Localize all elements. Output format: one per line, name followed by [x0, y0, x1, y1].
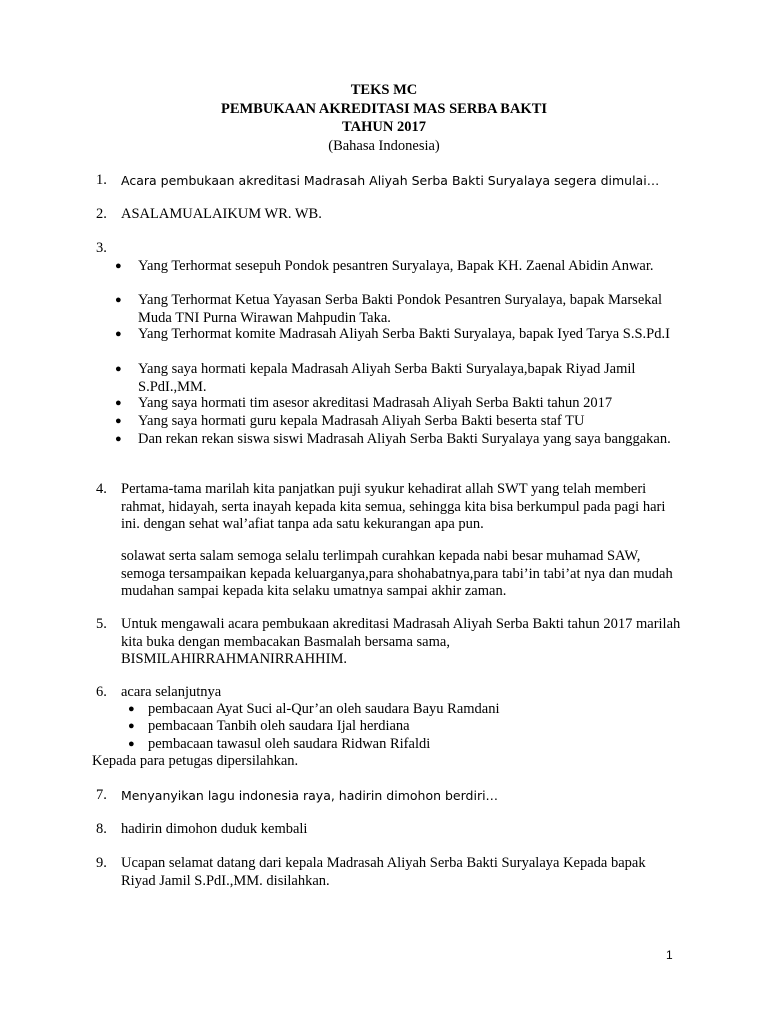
item-text: Menyanyikan lagu indonesia raya, hadirin dimohon berdiri… [121, 788, 499, 803]
header-year: TAHUN 2017 [342, 119, 426, 135]
item-text: ASALAMUALAIKUM WR. WB. [121, 206, 322, 222]
bullet-icon: ● [115, 328, 122, 340]
bullet-text: pembacaan tawasul oleh saudara Ridwan Rifaldi [148, 736, 431, 752]
item-number: 1. [96, 172, 107, 188]
bullet-text: pembacaan Ayat Suci al-Qur’an oleh saudara Bayu Ramdani [148, 701, 500, 717]
bullet-text: Dan rekan rekan siswa siswi Madrasah Aliyah Serba Bakti Suryalaya yang saya banggakan. [138, 431, 671, 447]
bullet-text: Yang saya hormati kepala Madrasah Aliyah Serba Bakti Suryalaya,bapak Riyad Jamil S.PdI.,MM. [138, 361, 636, 395]
document-header [0, 81, 768, 155]
bullet-text: Yang Terhormat sesepuh Pondok pesantren Suryalaya, Bapak KH. Zaenal Abidin Anwar. [138, 258, 654, 274]
basmalah-text: BISMILAHIRRAHMANIRRAHHIM. [121, 651, 347, 667]
item-text: hadirin dimohon duduk kembali [121, 821, 308, 837]
bullet-text: Yang Terhormat komite Madrasah Aliyah Serba Bakti Suryalaya, bapak Iyed Tarya S.S.Pd.I [138, 326, 670, 342]
item-text: Acara pembukaan akreditasi Madrasah Aliyah Serba Bakti Suryalaya segera dimulai… [121, 173, 660, 188]
page-number: 1 [666, 948, 673, 962]
bullet-icon: ● [115, 294, 122, 306]
header-subtitle: PEMBUKAAN AKREDITASI MAS SERBA BAKTI [220, 100, 548, 117]
item-number: 7. [96, 787, 107, 803]
bullet-icon: ● [128, 703, 135, 715]
item-text: Pertama-tama marilah kita panjatkan puji syukur kehadirat allah SWT yang telah memberi rahmat, hidayah, serta inayah kepada kita semua, sehingga kita bisa berkumpul pada pagi hari ini. dengan sehat wal’afiat tanpa ada satu kekurangan apa pun. [121, 481, 666, 532]
item-number: 9. [96, 855, 107, 871]
item-text: Untuk mengawali acara pembukaan akreditasi Madrasah Aliyah Serba Bakti tahun 2017 marilah kita buka dengan membacakan Basmalah bersama sama, [121, 616, 681, 650]
bullet-text: Yang Terhormat Ketua Yayasan Serba Bakti Pondok Pesantren Suryalaya, bapak Marsekal Muda TNI Purna Wirawan Mahpudin Taka. [138, 292, 662, 326]
item-number: 5. [96, 616, 107, 632]
item-text: Ucapan selamat datang dari kepala Madrasah Aliyah Serba Bakti Suryalaya Kepada bapak Riyad Jamil S.PdI.,MM. disilahkan. [121, 855, 646, 889]
header-title: TEKS MC [350, 82, 418, 98]
item-number: 8. [96, 821, 107, 837]
bullet-icon: ● [115, 433, 122, 445]
item-number: 4. [96, 481, 107, 497]
bullet-text: pembacaan Tanbih oleh saudara Ijal herdiana [148, 718, 410, 734]
item-number: 3. [96, 240, 107, 256]
bullet-icon: ● [115, 397, 122, 409]
bullet-icon: ● [115, 415, 122, 427]
bullet-text: Yang saya hormati tim asesor akreditasi Madrasah Aliyah Serba Bakti tahun 2017 [138, 395, 613, 411]
bullet-icon: ● [128, 738, 135, 750]
bullet-icon: ● [115, 363, 122, 375]
item-text: solawat serta salam semoga selalu terlimpah curahkan kepada nabi besar muhamad SAW, semoga tersampaikan kepada keluarganya,para shohabatnya,para tabi’in tabi’at nya dan mudah mudahan sampai kepada kita selaku umatnya sampai akhir zaman. [121, 548, 673, 599]
bullet-icon: ● [115, 260, 122, 272]
item-number: 6. [96, 684, 107, 700]
item-text: acara selanjutnya [121, 684, 222, 700]
closing-text: Kepada para petugas dipersilahkan. [92, 753, 299, 769]
header-language: (Bahasa Indonesia) [328, 137, 440, 154]
bullet-icon: ● [128, 720, 135, 732]
item-number: 2. [96, 206, 107, 222]
bullet-text: Yang saya hormati guru kepala Madrasah Aliyah Serba Bakti beserta staf TU [138, 413, 585, 429]
